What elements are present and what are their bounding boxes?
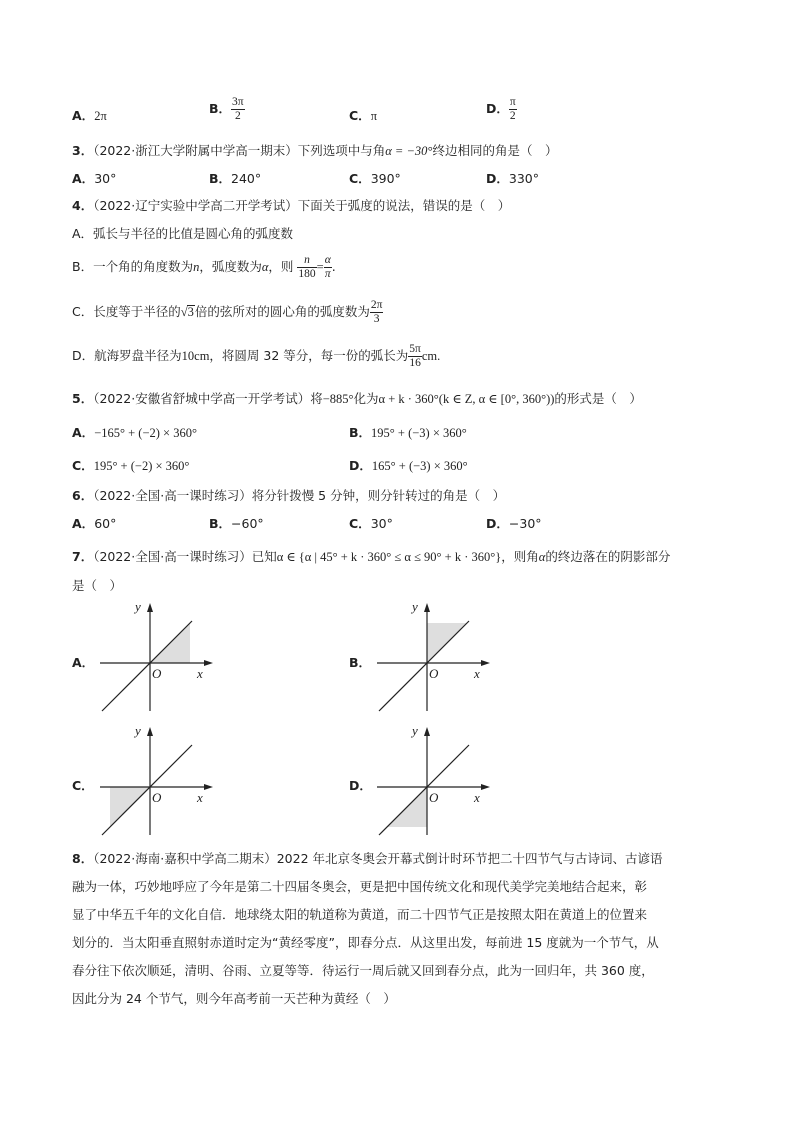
q3-option-a: A．30° [72, 171, 117, 186]
origin-label: O [152, 790, 162, 805]
q6-option-c: C．30° [349, 516, 393, 531]
q5-option-b: B．195° + (−3) × 360° [349, 425, 467, 440]
q5-stem: 5．（2022·安徽省舒城中学高一开学考试）将−885°化为α + k · 360°(k ∈ Z, α ∈ [0°, 360°))的形式是（ ） [72, 391, 642, 406]
y-label: y [412, 599, 418, 614]
q2-option-a: A．2π [72, 108, 107, 123]
y-label: y [135, 599, 141, 614]
q8-stem-line2: 融为一体，巧妙地呼应了今年是第二十四届冬奥会，更是把中国传统文化和现代美学完美地结合起来，彰 [72, 879, 648, 894]
q3-option-c: C．390° [349, 171, 401, 186]
y-arrow [424, 603, 430, 612]
q4-b-fraction-left: $\frac{n}{180}$ [298, 254, 316, 280]
q8-stem-line4: 划分的．当太阳垂直照射赤道时定为“黄经零度”，即春分点．从这里出发，每前进 15 度就为一个节气，从 [72, 935, 659, 950]
q3-option-d: D．330° [486, 171, 539, 186]
q8-stem-line1: 8．（2022·海南·嘉积中学高二期末）2022 年北京冬奥会开幕式倒计时环节把二十四节气与古诗词、古谚语 [72, 851, 663, 866]
y-arrow [147, 727, 153, 736]
x-arrow [204, 660, 213, 666]
x-label: x [474, 666, 480, 681]
q8-stem-line3: 显了中华五千年的文化自信．地球绕太阳的轨道称为黄道，而二十四节气正是按照太阳在黄道上的位置来 [72, 907, 648, 922]
q8-stem-line6: 因此分为 24 个节气，则今年高考前一天芒种为黄经（ ） [72, 991, 396, 1006]
origin-label: O [152, 666, 162, 681]
q2-option-c: C．π [349, 108, 377, 123]
q7-set: α ∈ {α | 45° + k · 360° ≤ α ≤ 90° + k · 360°} [276, 550, 502, 564]
q2-option-b-fraction: $\frac{3\pi}{2}$ [232, 96, 244, 122]
q4-d-fraction: $\frac{5\pi}{16}$ [409, 343, 421, 369]
x-arrow [204, 784, 213, 790]
q4-option-b: B．一个角的角度数为n，弧度数为α，则 $\frac{n}{180}$ = $\frac{\alpha}{\pi}$ . [72, 254, 336, 280]
q6-option-b: B．−60° [209, 516, 264, 531]
q3-stem: 3．（2022·浙江大学附属中学高一期末）下列选项中与角α = −30°终边相同的角是（ ） [72, 143, 558, 158]
origin-label: O [429, 790, 439, 805]
q2-option-a-value: 2π [94, 109, 107, 123]
y-label: y [135, 723, 141, 738]
origin-label: O [429, 666, 439, 681]
q7-graph-c [95, 722, 220, 838]
q2-option-b: B． $\frac{3\pi}{2}$ [209, 96, 244, 122]
q7-stem: 7．（2022·全国·高一课时练习）已知α ∈ {α | 45° + k · 360° ≤ α ≤ 90° + k · 360°}，则角α的终边落在的阴影部分 [72, 549, 671, 564]
diagonal-line [379, 621, 469, 711]
q8-stem-line5: 春分往下依次顺延，清明、谷雨、立夏等等．待运行一周后就又回到春分点，此为一回归年，共 360 度， [72, 963, 654, 978]
x-arrow [481, 784, 490, 790]
q5-option-d: D．165° + (−3) × 360° [349, 458, 468, 473]
x-label: x [197, 790, 203, 805]
q4-option-d: D．航海罗盘半径为10cm，将圆周 32 等分，每一份的弧长为 $\frac{5\pi}{16}$ cm. [72, 343, 441, 369]
x-label: x [197, 666, 203, 681]
q7-graph-a [95, 598, 220, 714]
q5-option-a: A．−165° + (−2) × 360° [72, 425, 197, 440]
diagonal-line [102, 621, 192, 711]
q7-graph-label-c: C． [72, 778, 94, 793]
y-arrow [147, 603, 153, 612]
q4-c-fraction: $\frac{2\pi}{3}$ [370, 299, 383, 325]
q7-graph-label-b: B． [349, 655, 372, 670]
q3-option-b: B．240° [209, 171, 262, 186]
y-label: y [412, 723, 418, 738]
x-arrow [481, 660, 490, 666]
q5-expression: −885°化为α + k · 360°(k ∈ Z, α ∈ [0°, 360°)) [322, 392, 555, 406]
q6-stem: 6．（2022·全国·高一课时练习）将分针拨慢 5 分钟，则分针转过的角是（ ） [72, 488, 506, 503]
q4-option-c: C．长度等于半径的√3倍的弦所对的圆心角的弧度数为 $\frac{2\pi}{3}$ [72, 299, 383, 325]
q2-option-d-fraction: $\frac{\pi}{2}$ [509, 96, 516, 122]
q4-option-a: A．弧长与半径的比值是圆心角的弧度数 [72, 226, 294, 241]
y-arrow [424, 727, 430, 736]
q6-option-d: D．−30° [486, 516, 542, 531]
q7-graph-label-a: A． [72, 655, 95, 670]
q7-graph-b [372, 598, 497, 714]
q7-graph-label-d: D． [349, 778, 372, 793]
q6-option-a: A．60° [72, 516, 117, 531]
q4-stem: 4．（2022·辽宁实验中学高二开学考试）下面关于弧度的说法，错误的是（ ） [72, 198, 511, 213]
q7-graph-d [372, 722, 497, 838]
q3-angle: α = −30° [385, 144, 433, 158]
q4-c-sqrt: 3 [187, 305, 194, 319]
q7-stem-line2: 是（ ） [72, 578, 123, 593]
q4-b-fraction-right: $\frac{\alpha}{\pi}$ [324, 254, 331, 280]
q5-option-c: C．195° + (−2) × 360° [72, 458, 190, 473]
q2-option-d: D． $\frac{\pi}{2}$ [486, 96, 516, 122]
x-label: x [474, 790, 480, 805]
